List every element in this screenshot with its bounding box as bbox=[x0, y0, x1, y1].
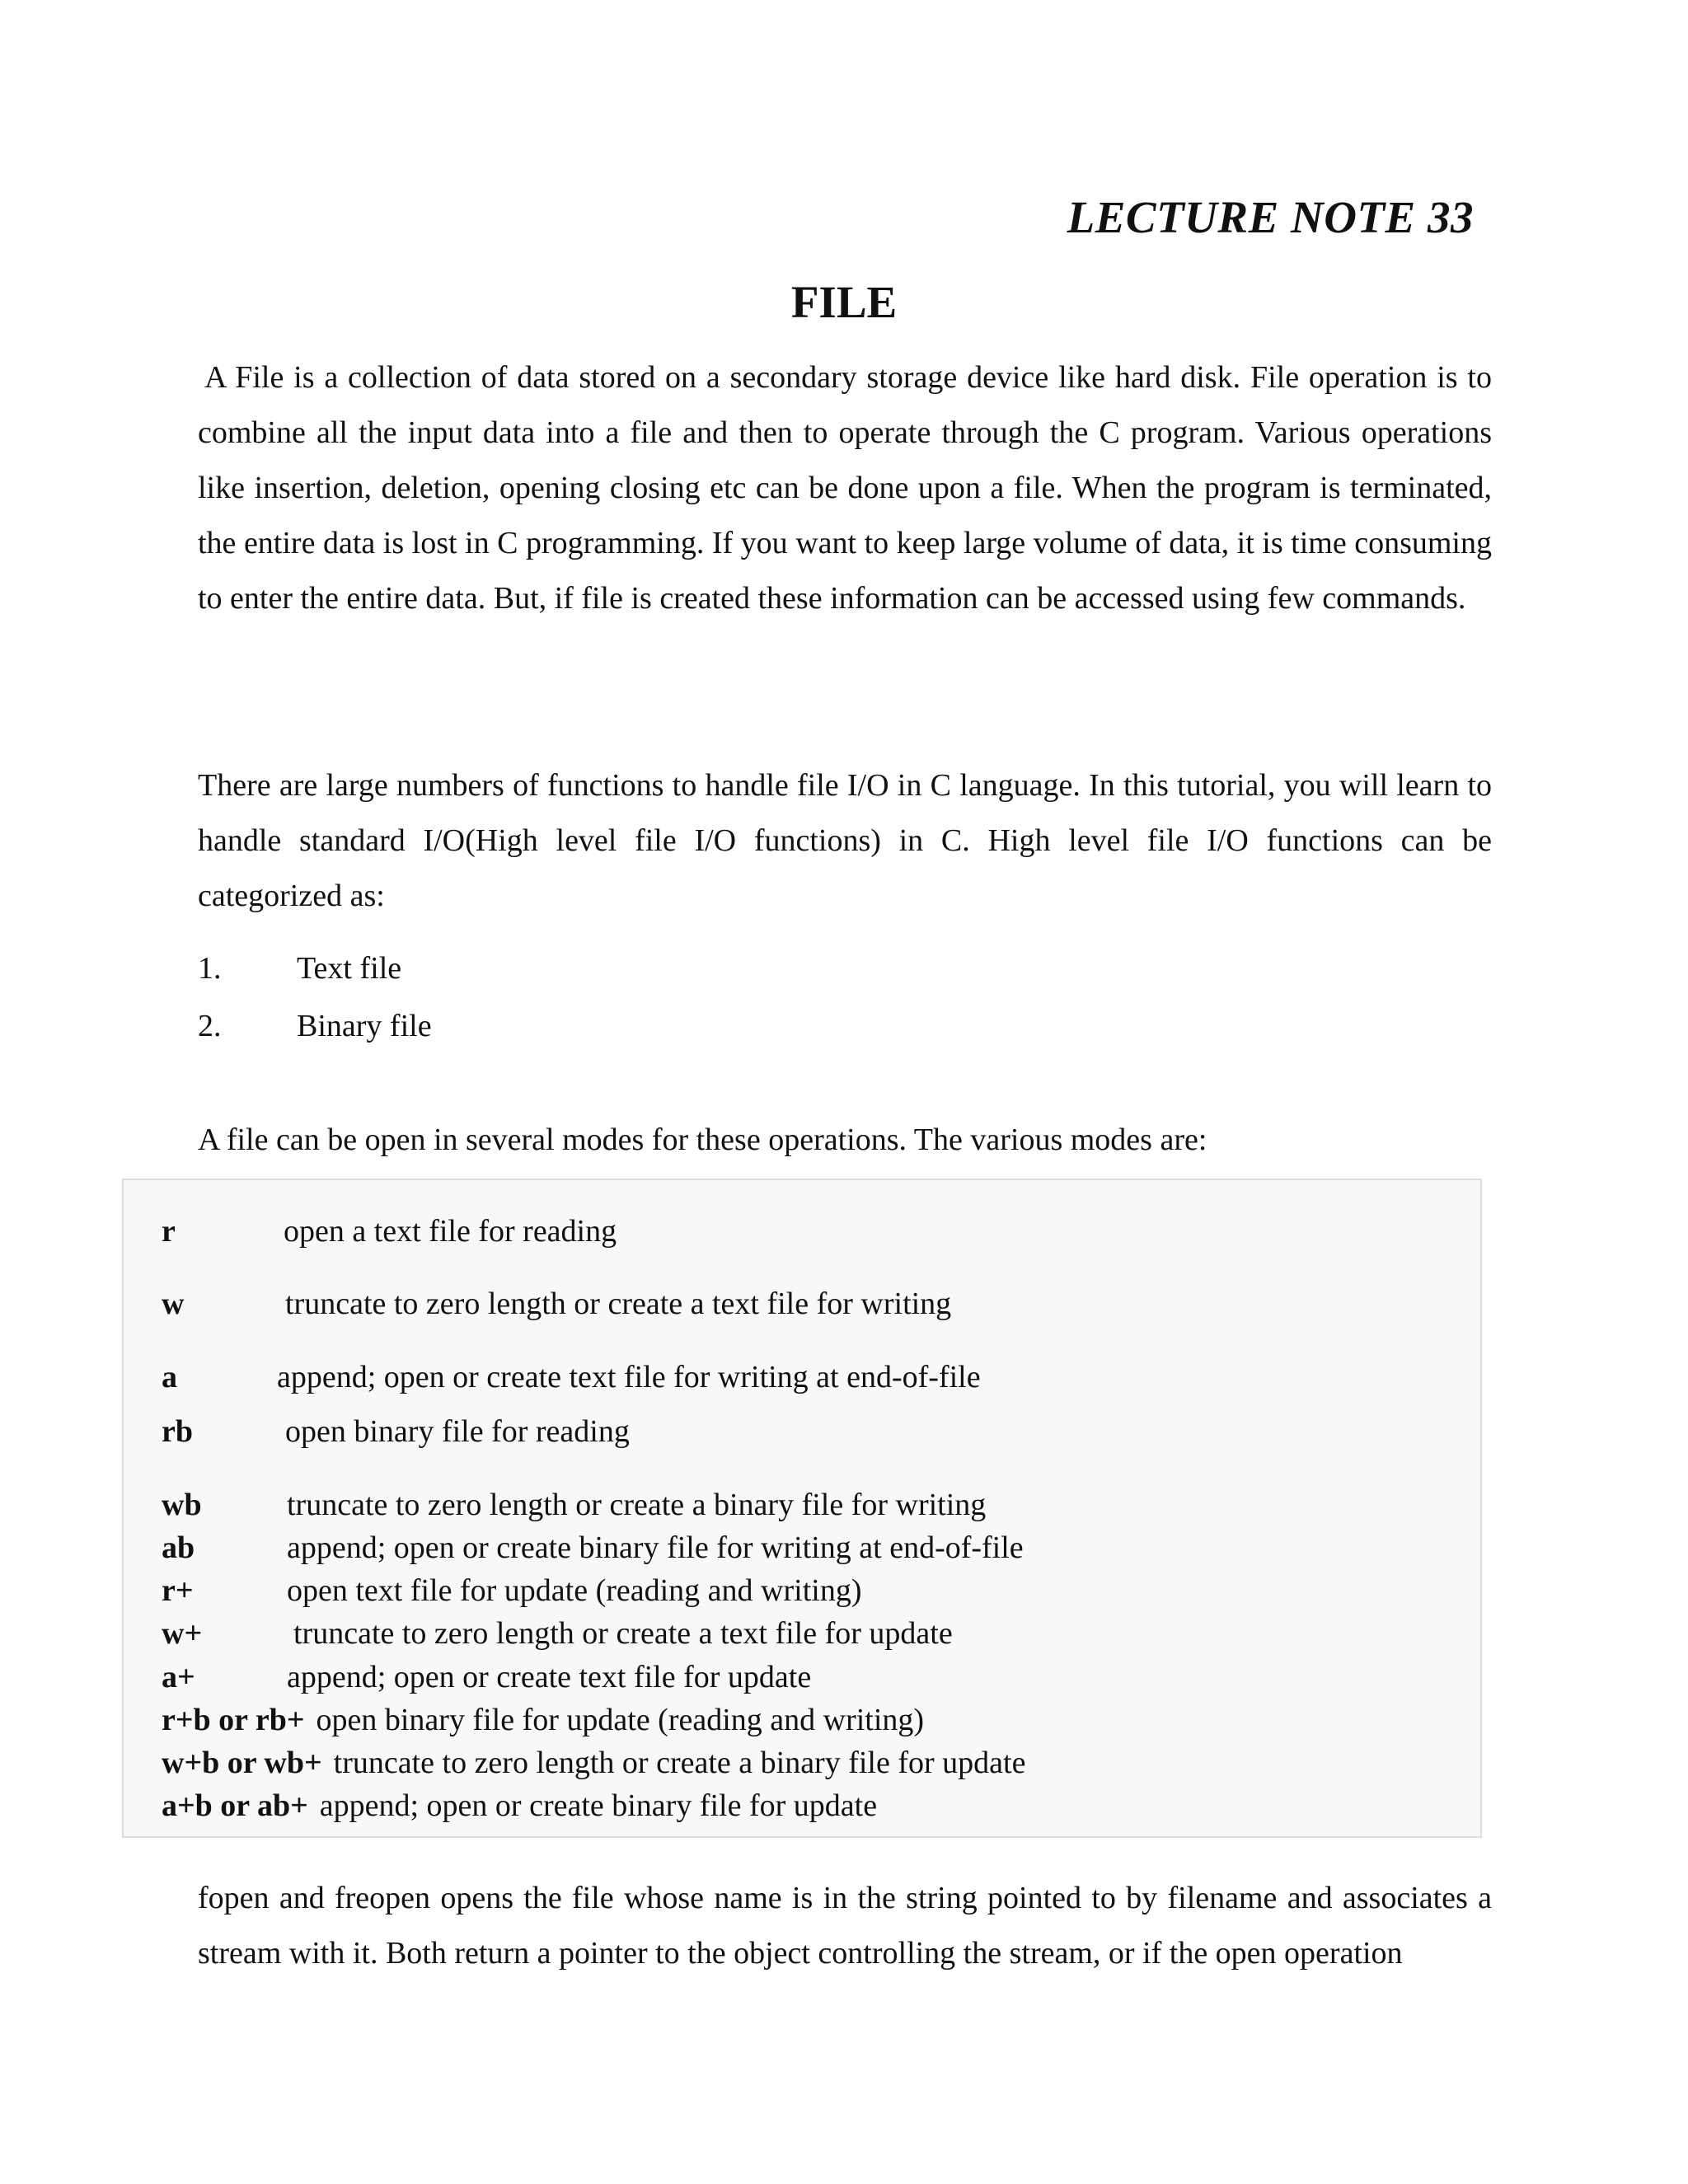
mode-row-w bbox=[162, 1286, 951, 1322]
mode-key: rb bbox=[162, 1414, 193, 1449]
mode-description: truncate to zero length or create a binary file for writing bbox=[287, 1488, 987, 1522]
mode-description: open binary file for update (reading and writing) bbox=[316, 1703, 925, 1737]
mode-description: open binary file for reading bbox=[285, 1414, 630, 1449]
file-type-list bbox=[198, 940, 432, 1055]
fopen-paragraph: fopen and freopen opens the file whose name is in the string pointed to by filename and associates a stream with it. Both return a pointer to the object controlling the stream, or if the open operation bbox=[198, 1881, 1492, 1971]
mode-key: w+b or wb+ bbox=[162, 1746, 322, 1780]
list-item bbox=[198, 940, 432, 997]
mode-description: open text file for update (reading and writing) bbox=[287, 1573, 862, 1608]
mode-row-rb bbox=[162, 1413, 630, 1450]
functions-paragraph: There are large numbers of functions to handle file I/O in C language. In this tutorial, you will learn to handle standard I/O(High level file I/O functions) in C. High level file I/O functions can be categorized as: bbox=[198, 768, 1492, 913]
lecture-note-heading: LECTURE NOTE 33 bbox=[1067, 192, 1474, 242]
mode-description: append; open or create binary file for writing at end-of-file bbox=[287, 1530, 1024, 1565]
mode-row-r-plus bbox=[162, 1572, 861, 1609]
list-item bbox=[198, 997, 432, 1055]
mode-key: w+ bbox=[162, 1616, 203, 1651]
mode-row-wb bbox=[162, 1487, 986, 1523]
mode-description: append; open or create text file for update bbox=[287, 1660, 812, 1694]
mode-row-w-plus bbox=[162, 1615, 953, 1652]
mode-row-w-plus-b bbox=[162, 1745, 1025, 1781]
mode-key: wb bbox=[162, 1488, 202, 1522]
modes-intro-paragraph: A file can be open in several modes for these operations. The various modes are: bbox=[198, 1122, 1207, 1157]
mode-key: w bbox=[162, 1286, 185, 1321]
mode-description: truncate to zero length or create a text file for writing bbox=[285, 1286, 952, 1321]
mode-row-a-plus-b bbox=[162, 1788, 877, 1824]
mode-row-r-plus-b bbox=[162, 1702, 924, 1738]
mode-description: append; open or create binary file for update bbox=[319, 1788, 878, 1823]
mode-description: truncate to zero length or create a text file for update bbox=[293, 1616, 953, 1651]
list-item-label: Binary file bbox=[297, 1009, 432, 1043]
mode-key: r bbox=[162, 1214, 176, 1249]
mode-row-a bbox=[162, 1359, 981, 1395]
mode-key: ab bbox=[162, 1530, 195, 1565]
list-item-number: 2. bbox=[198, 1009, 222, 1043]
mode-row-a-plus bbox=[162, 1659, 811, 1695]
mode-key: r+b or rb+ bbox=[162, 1703, 305, 1737]
intro-paragraph: A File is a collection of data stored on a secondary storage device like hard disk. File operation is to combine all the input data into a file and then to operate through the C program. Various operations like insertion, deletion, opening closing etc can be done upon a file. When the program is terminated, the entire data is lost in C programming. If you want to keep large volume of data, it is time consuming to enter the entire data. But, if file is created these information can be accessed using few commands. bbox=[198, 360, 1492, 616]
mode-row-r bbox=[162, 1213, 617, 1249]
mode-description: truncate to zero length or create a binary file for update bbox=[333, 1746, 1026, 1780]
mode-key: a+ bbox=[162, 1660, 195, 1694]
mode-key: a+b or ab+ bbox=[162, 1788, 308, 1823]
mode-key: r+ bbox=[162, 1573, 194, 1608]
list-item-label: Text file bbox=[297, 951, 402, 986]
mode-row-ab bbox=[162, 1530, 1024, 1566]
mode-description: open a text file for reading bbox=[284, 1214, 617, 1249]
modes-table bbox=[122, 1179, 1482, 1838]
mode-key: a bbox=[162, 1360, 177, 1394]
mode-description: append; open or create text file for writing at end-of-file bbox=[277, 1360, 981, 1394]
list-item-number: 1. bbox=[198, 951, 222, 986]
page-title: FILE bbox=[790, 277, 898, 327]
